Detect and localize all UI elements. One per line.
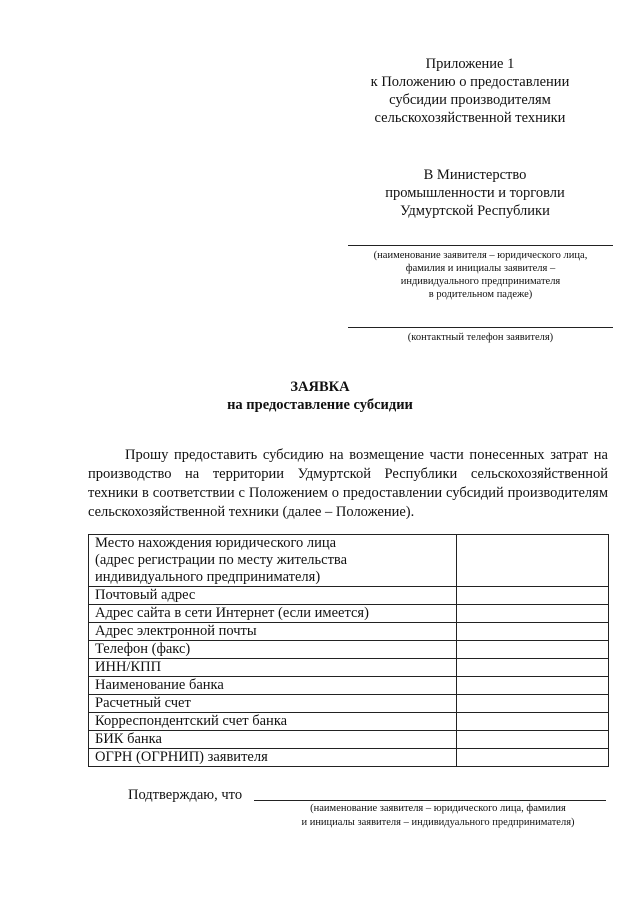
table-row <box>89 695 609 713</box>
caption-line: индивидуального предпринимателя <box>400 276 561 287</box>
contact-phone-caption: (контактный телефон заявителя) <box>407 332 554 343</box>
applicant-name-caption <box>348 249 613 301</box>
confirm-text: Подтверждаю, что <box>128 787 243 803</box>
table-row-label: Почтовый адрес <box>89 587 457 605</box>
contact-phone-line[interactable] <box>348 327 613 328</box>
table-row <box>89 587 609 605</box>
appendix-line: субсидии производителям <box>389 92 551 108</box>
table-row-value[interactable] <box>456 695 608 713</box>
addressee-line: промышленности и торговли <box>385 185 565 201</box>
appendix-line: сельскохозяйственной техники <box>374 110 566 126</box>
appendix-header <box>340 55 600 127</box>
table-row <box>89 623 609 641</box>
caption-line: (наименование заявителя – юридического лица, фамилия <box>310 803 566 814</box>
table-row-value[interactable] <box>456 587 608 605</box>
table-row-value[interactable] <box>456 623 608 641</box>
table-row-label: Адрес сайта в сети Интернет (если имеется) <box>89 605 457 623</box>
caption-line: фамилия и инициалы заявителя – <box>405 263 556 274</box>
table-row-label: БИК банка <box>89 731 457 749</box>
appendix-line: к Положению о предоставлении <box>370 74 570 90</box>
table-row <box>89 713 609 731</box>
table-row-label: Телефон (факс) <box>89 641 457 659</box>
addressee-line: В Министерство <box>423 167 527 183</box>
table-row-label: ОГРН (ОГРНИП) заявителя <box>89 749 457 767</box>
table-row-label: Расчетный счет <box>89 695 457 713</box>
table-row <box>89 731 609 749</box>
caption-line: в родительном падеже) <box>428 289 533 300</box>
table-row-value[interactable] <box>456 677 608 695</box>
table-row <box>89 659 609 677</box>
table-row-value[interactable] <box>456 713 608 731</box>
applicant-info-table <box>88 534 609 767</box>
confirm-applicant-line[interactable] <box>254 800 606 801</box>
table-row <box>89 749 609 767</box>
table-row-label: Место нахождения юридического лица (адрес регистрации по месту жительства индивидуального предпринимателя) <box>89 535 457 587</box>
table-row-value[interactable] <box>456 605 608 623</box>
caption-line: (наименование заявителя – юридического лица, <box>373 250 588 261</box>
table-row <box>89 535 609 587</box>
table-row-label: Адрес электронной почты <box>89 623 457 641</box>
table-row-label: ИНН/КПП <box>89 659 457 677</box>
table-row-label: Корреспондентский счет банка <box>89 713 457 731</box>
table-row <box>89 677 609 695</box>
appendix-line: Приложение 1 <box>425 56 515 72</box>
caption-line: и инициалы заявителя – индивидуального предпринимателя) <box>301 816 575 828</box>
table-row-value[interactable] <box>456 641 608 659</box>
document-title: ЗАЯВКА <box>290 379 350 395</box>
addressee-block <box>345 166 605 220</box>
table-row <box>89 605 609 623</box>
table-row-value[interactable] <box>456 731 608 749</box>
applicant-name-line[interactable] <box>348 245 613 246</box>
addressee-line: Удмуртской Республики <box>400 203 550 219</box>
table-row-value[interactable] <box>456 749 608 767</box>
document-subtitle: на предоставление субсидии <box>227 397 413 413</box>
intro-paragraph: Прошу предоставить субсидию на возмещение части понесенных затрат на производство на территории Удмуртской Республики сельскохозяйственной техники в соответствии с Положением о предоставлении субсидий производителям сельскохозяйственной техники (далее – Положение). <box>88 447 608 520</box>
table-row-value[interactable] <box>456 535 608 587</box>
table-row-value[interactable] <box>456 659 608 677</box>
table-row <box>89 641 609 659</box>
confirm-caption <box>272 802 604 829</box>
table-row-label: Наименование банка <box>89 677 457 695</box>
